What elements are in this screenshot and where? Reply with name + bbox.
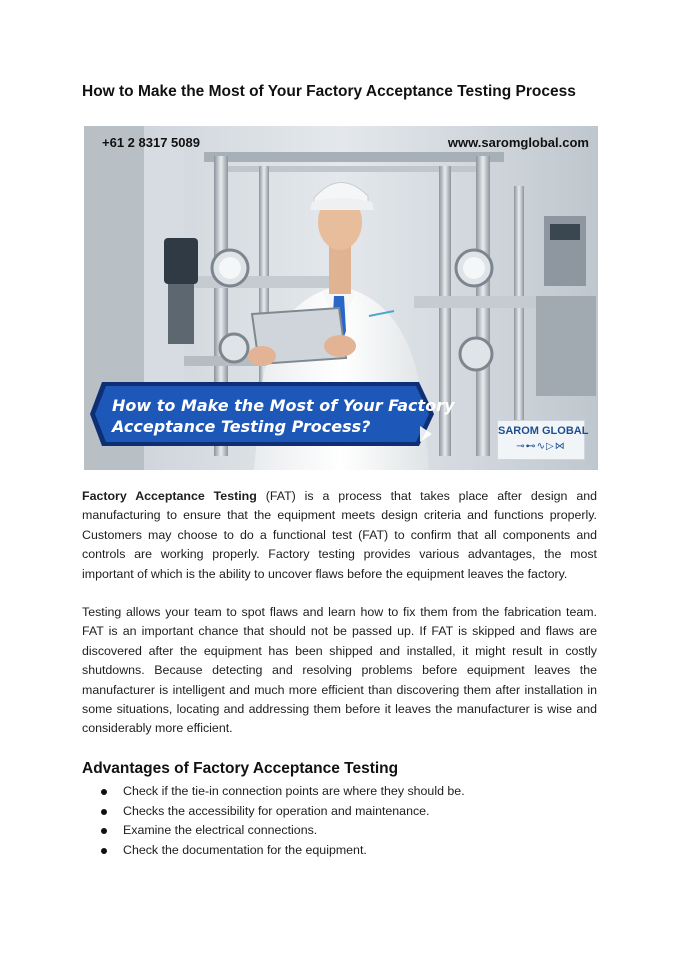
bullet-icon (101, 789, 107, 795)
list-item: Examine the electrical connections. (82, 821, 582, 841)
bullet-icon (101, 828, 107, 834)
company-logo (497, 420, 589, 460)
list-item: Check the documentation for the equipment. (82, 841, 582, 861)
banner-line-1: How to Make the Most of Your Factory (112, 396, 455, 415)
testing-paragraph: Testing allows your team to spot flaws and learn how to fix them from the fabrication team. FAT is an important chance that should not be passed up. If FAT is skipped and flaws are discovered after the equipment has been shipped and installed, it might result in costly shutdowns. Because detecting and resolving problems before equipment leaves the manufacturer is intelligent and much more efficient than discovering them after installation in some situations, locating and addressing them before it leaves the manufacturer is wise and considerably more efficient. (82, 605, 597, 736)
banner-line-2: Acceptance Testing Process? (112, 417, 371, 436)
website-url: www.saromglobal.com (447, 135, 589, 150)
bullet-icon (101, 848, 107, 854)
image-banner (98, 386, 455, 446)
intro-paragraph (82, 487, 597, 584)
advantages-heading: Advantages of Factory Acceptance Testing (82, 760, 399, 777)
intro-body: (FAT) is a process that takes place after design and manufacturing to ensure that the equipment meets design criteria and functions properly. Customers may choose to do a functional test (FAT) to confirm that all components and controls are working properly. Factory testing provides various advantages, the most important of which is the ability to uncover flaws before the equipment leaves the factory. (82, 489, 597, 581)
hero-image (84, 126, 598, 470)
advantages-list (82, 782, 582, 860)
document-title: How to Make the Most of Your Factory Acceptance Testing Process (82, 83, 576, 100)
list-item: Checks the accessibility for operation and maintenance. (82, 802, 582, 822)
intro-lead-term: Factory Acceptance Testing (82, 489, 257, 503)
list-item: Check if the tie-in connection points are where they should be. (82, 782, 582, 802)
bullet-icon (101, 809, 107, 815)
logo-symbols-icon: ⊸⊷∿▷⋈ (516, 441, 566, 452)
logo-name: SAROM GLOBAL (498, 425, 589, 437)
phone-number: +61 2 8317 5089 (102, 135, 200, 150)
